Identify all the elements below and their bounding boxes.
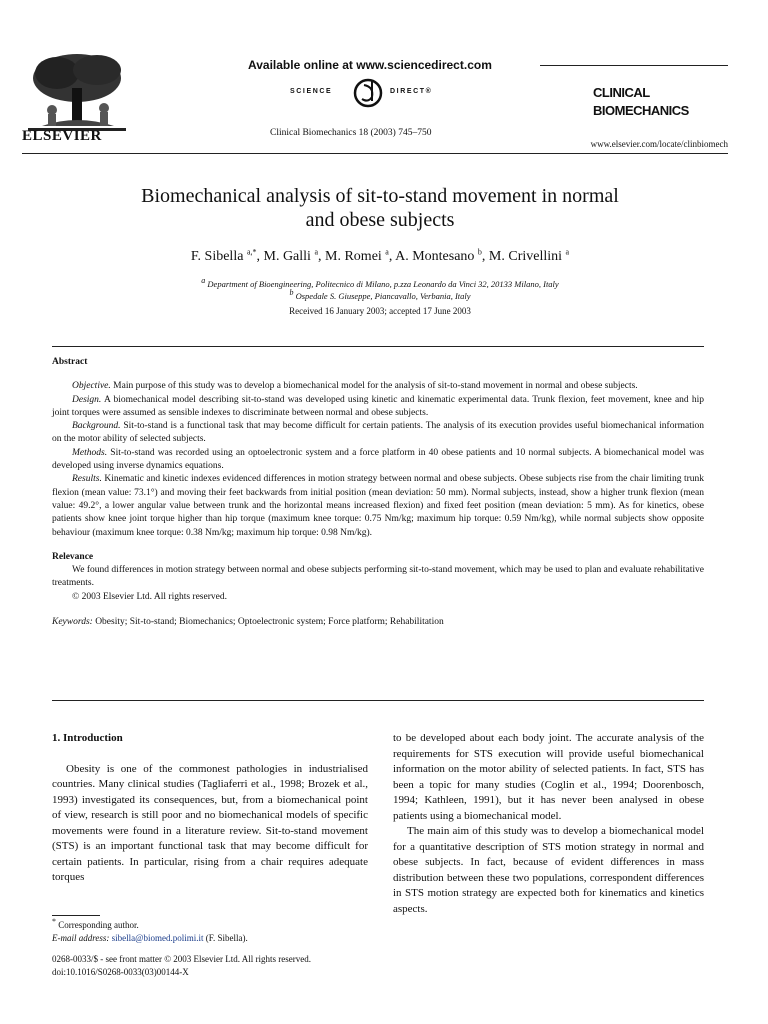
author-affiliation-mark: a xyxy=(385,247,389,257)
footnote xyxy=(52,919,372,945)
doi-line[interactable]: doi:10.1016/S0268-0033(03)00144-X xyxy=(52,967,189,977)
affiliation-mark: a xyxy=(201,276,206,286)
affiliation-b xyxy=(60,288,700,301)
introduction-paragraph-continued: to be developed about each body joint. The accurate analysis of the requirements for STS execution will provide useful biomechanical information on the motor ability of selected patients. In fact, STS has been a topic for many studies (Coglin et al., 1994; Doorenbosch, 1994; Kathleen, 1991), but it has never been analysed in obese patients using a biomechanical model. xyxy=(393,732,704,822)
affiliation-mark: b xyxy=(289,288,294,298)
email-label: E-mail address: xyxy=(52,933,110,943)
author-name: M. Romei xyxy=(325,249,382,264)
sciencedirect-right-text: DIRECT® xyxy=(390,88,433,95)
author-name: F. Sibella xyxy=(190,249,244,264)
relevance-text: We found differences in motion strategy between normal and obese subjects performing sit-to-stand movement, which may be used to plan and evaluate rehabilitative treatments. xyxy=(52,565,704,589)
journal-website-link[interactable]: www.elsevier.com/locate/clinbiomech xyxy=(590,139,728,149)
abstract-methods xyxy=(52,447,704,474)
objective-label: Objective. xyxy=(72,381,111,392)
article-title xyxy=(60,184,700,232)
email-suffix: (F. Sibella). xyxy=(205,933,248,943)
abstract-objective xyxy=(52,380,704,393)
section-heading: 1. Introduction xyxy=(52,732,123,744)
author-list: F. Sibella $^{a,*}$, M. Galli $^a$, M. Romei $^a$, A. Montesano $^b$, M. Crivellini $^a$ xyxy=(190,247,570,264)
keywords-text: Obesity; Sit-to-stand; Biomechanics; Optoelectronic system; Force platform; Rehabilitation xyxy=(95,617,444,628)
journal-title xyxy=(593,84,689,120)
keywords-rule xyxy=(52,700,704,701)
footnote-mark: * xyxy=(52,917,56,926)
keywords-line xyxy=(52,616,704,629)
available-online-text: Available online at www.sciencedirect.com xyxy=(248,58,492,72)
methods-text: Sit-to-stand was recorded using an optoelectronic system and a force platform in 40 obese patients and 10 normal subjects. A biomechanical model was developed using inverse dynamics equations. xyxy=(52,447,704,472)
corresponding-author-note xyxy=(52,919,372,932)
results-label: Results. xyxy=(72,474,102,485)
abstract-results xyxy=(52,473,704,539)
methods-label: Methods. xyxy=(72,447,108,458)
author-name: M. Galli xyxy=(263,249,311,264)
author-name: A. Montesano xyxy=(395,249,475,264)
affiliation-a xyxy=(60,276,700,289)
header-divider xyxy=(22,153,728,154)
journal-reference: Clinical Biomechanics 18 (2003) 745–750 xyxy=(270,128,432,138)
journal-title-line2: BIOMECHANICS xyxy=(593,103,689,118)
author-affiliation-mark: b xyxy=(477,247,482,257)
results-text: Kinematic and kinetic indexes evidenced differences in motion strategy between normal and obese subjects. Obese subjects rise from the chair limiting trunk flexion (mean value: 73.1°) and moving their feet backwards from initial position (mean deviation: 50 mm). Normal subjects, instead, show a higher trunk flexion (mean value: 49.2°, a lower angular value between trunk and the horizontal means increased flexion) and fixed feet position (mean deviation: 5 mm). As for kinetics, obese patients show knee joint torque higher than hip torque (maximum knee torque: 0.75 Nm/kg; maximum hip torque: 0.59 Nm/kg), while normal subjects show opposite behaviour (maximum knee torque: 0.38 Nm/kg; maximum hip torque: 0.98 Nm/kg). xyxy=(52,474,704,538)
abstract-copyright: © 2003 Elsevier Ltd. All rights reserved. xyxy=(72,591,227,602)
background-text: Sit-to-stand is a functional task that may become difficult for certain patients. The analysis of its execution provides useful biomechanical information on the motor ability of selected subjects. xyxy=(52,421,705,445)
abstract-rule xyxy=(52,346,704,347)
keywords-label: Keywords: xyxy=(52,617,93,628)
footnote-rule xyxy=(52,915,100,916)
abstract-block xyxy=(52,356,704,629)
sciencedirect-logo xyxy=(290,80,470,108)
left-column xyxy=(52,731,368,886)
article-title-line1: Biomechanical analysis of sit-to-stand movement in normal xyxy=(141,185,619,207)
issn-line: 0268-0033/$ - see front matter © 2003 Elsevier Ltd. All rights reserved. xyxy=(52,954,312,964)
sciencedirect-d-icon xyxy=(350,77,386,109)
email-link[interactable]: sibella@biomed.polimi.it xyxy=(111,933,204,943)
sciencedirect-left-text: SCIENCE xyxy=(290,88,333,95)
corresponding-author-text: Corresponding author. xyxy=(58,920,139,930)
objective-text: Main purpose of this study was to develop a biomechanical model for the analysis of sit-to-stand movement in normal and obese subjects. xyxy=(113,381,638,392)
journal-title-line1: CLINICAL xyxy=(593,85,650,100)
author-affiliation-mark: a,* xyxy=(246,247,257,257)
abstract-background xyxy=(52,420,704,447)
received-dates: Received 16 January 2003; accepted 17 June 2003 xyxy=(289,306,471,316)
header-rule-top xyxy=(540,65,728,66)
publisher-name: ELSEVIER xyxy=(22,128,102,144)
relevance-heading: Relevance xyxy=(52,551,94,562)
design-label: Design. xyxy=(72,394,102,405)
affiliation-text: Ospedale S. Giuseppe, Piancavallo, Verbania, Italy xyxy=(295,291,471,301)
right-column xyxy=(393,731,704,917)
introduction-paragraph-aim: The main aim of this study was to develop a biomechanical model for a quantitative description of STS motion strategy in normal and obese subjects. In fact, because of evident differences in mass distribution between these two populations, correspondent differences in STS motion strategy are expected both for kinematics and kinetics aspects. xyxy=(393,825,704,915)
abstract-design xyxy=(52,394,704,421)
affiliation-text: Department of Bioengineering, Politecnico di Milano, p.zza Leonardo da Vinci 32, 20133 Milano, Italy xyxy=(207,279,559,289)
abstract-heading: Abstract xyxy=(52,357,88,367)
introduction-paragraph: Obesity is one of the commonest pathologies in industrialised countries. Many clinical studies (Tagliaferri et al., 1998; Brozek et al., 1993) investigated its consequences, but, from a biomechanical point of view, research is still poor and no biomechanical models of specific movements were found in a literature review. Sit-to-stand movement (STS) is an important functional task that may become difficult for certain patients. In particular, rising from a chair requires adequate torques xyxy=(52,762,368,883)
author-affiliation-mark: a xyxy=(565,247,570,257)
article-title-line2: and obese subjects xyxy=(305,209,455,231)
author-name: M. Crivellini xyxy=(488,249,563,264)
background-label: Background. xyxy=(72,421,121,432)
email-line xyxy=(52,932,372,945)
footer-copyright xyxy=(52,953,412,979)
design-text: A biomechanical model describing sit-to-stand was developed using kinetic and kinematic experimental data. Trunk flexion, feet movement, knee and hip joint torques were assumed as sensible indexes to discriminate between normal and obese subjects. xyxy=(52,394,704,418)
author-affiliation-mark: a xyxy=(314,247,319,257)
